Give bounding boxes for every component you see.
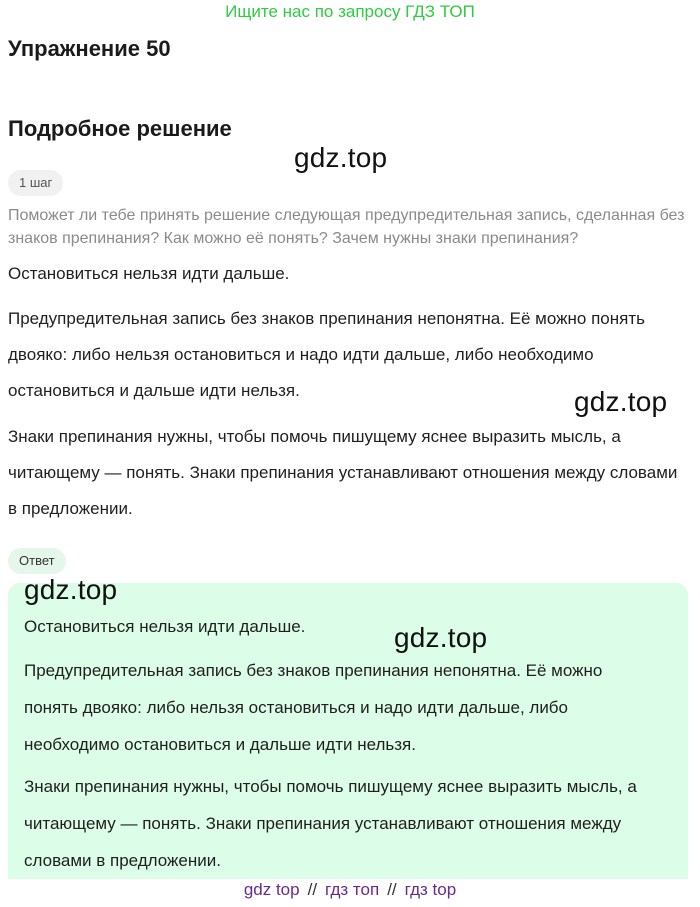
solution-paragraph-3: Знаки препинания нужны, чтобы помочь пишущему яснее выразить мысль, а читающему — понять. Знаки препинания устанавливают отношения между словами в предложении. bbox=[8, 427, 678, 518]
watermark: gdz.top bbox=[294, 142, 388, 173]
watermark: gdz.top bbox=[394, 622, 488, 653]
footer-links bbox=[0, 880, 700, 900]
footer-separator: // bbox=[387, 880, 397, 899]
search-hint-banner: Ищите нас по запросу ГДЗ ТОП bbox=[225, 2, 475, 21]
watermark: gdz.top bbox=[24, 574, 118, 605]
solution-paragraph-1: Остановиться нельзя идти дальше. bbox=[8, 264, 290, 283]
solution-title: Подробное решение bbox=[8, 116, 232, 141]
answer-badge: Ответ bbox=[8, 548, 66, 574]
solution-paragraph-2: Предупредительная запись без знаков препинания непонятна. Её можно понять двояко: либо нельзя остановиться и надо идти дальше, либо необходимо остановиться и дальше идти нельзя. bbox=[8, 309, 645, 400]
task-question: Поможет ли тебе принять решение следующая предупредительная запись, сделанная без знаков препинания? Как можно её понять? Зачем нужны знаки препинания? bbox=[8, 207, 685, 247]
footer-separator: // bbox=[307, 880, 318, 899]
answer-paragraph-3: Знаки препинания нужны, чтобы помочь пишущему яснее выразить мысль, а читающему — понять. Знаки препинания устанавливают отношения между словами в предложении. bbox=[24, 777, 637, 870]
step-badge: 1 шаг bbox=[8, 170, 63, 196]
footer-link-gdz-top-mixed[interactable]: гдз top bbox=[404, 880, 457, 899]
footer-link-gdz-top[interactable]: gdz top bbox=[243, 880, 300, 899]
footer-link-gdz-top-ru[interactable]: гдз топ bbox=[325, 880, 380, 899]
exercise-title: Упражнение 50 bbox=[8, 36, 171, 61]
answer-paragraph-1: Остановиться нельзя идти дальше. bbox=[24, 617, 306, 636]
watermark: gdz.top bbox=[574, 386, 668, 417]
answer-paragraph-2: Предупредительная запись без знаков препинания непонятна. Её можно понять двояко: либо нельзя остановиться и надо идти дальше, либо необходимо остановиться и дальше идти нельзя. bbox=[24, 661, 603, 754]
